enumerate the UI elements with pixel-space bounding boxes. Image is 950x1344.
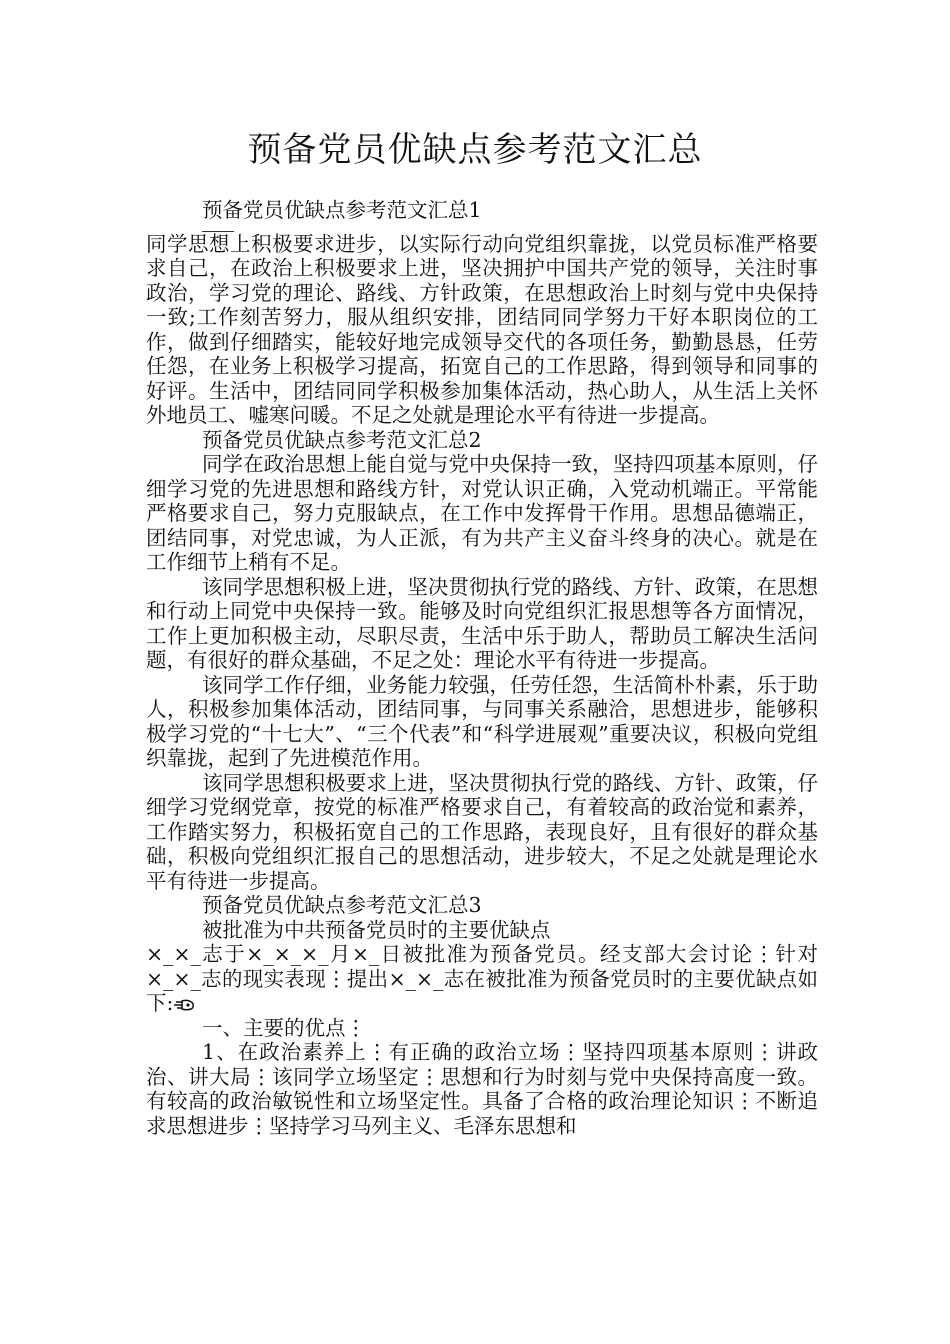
- pointing-hand-icon: [173, 993, 195, 1007]
- section-2-heading: 预备党员优缺点参考范文汇总2: [202, 427, 482, 452]
- section-1-paragraph: 同学思想上积极要求进步，以实际行动向党组织靠拢，以党员标准严格要求自己，在政治上积极要求上进，坚决拥护中国共产党的领导，关注时事政治，学习党的理论、路线、方针政策，在思想政治上时刻与党中央保持一致;工作刻苦努力，服从组织安排，团结同同学努力干好本职岗位的工作，做到仔细踏实，能较好地完成领导交代的各项任务，勤勤恳恳，任劳任怨，在业务上积极学习提高，拓宽自己的工作思路，得到领导和同事的好评。生活中，团结同同学积极参加集体活动，热心助人，从生活上关怀外地员工、嘘寒问暖。不足之处就是理论水平有待进一步提高。: [146, 231, 818, 427]
- document-body: [146, 198, 818, 1138]
- section-3-intro-wrapper: [146, 942, 818, 1016]
- section-2-paragraph-3: 该同学工作仔细，业务能力较强，任劳任怨，生活简朴朴素，乐于助人，积极参加集体活动，团结同事，与同事关系融洽，思想进步，能够积极学习党的“十七大”、“三个代表”和“科学进展观”重要决议，积极向党组织靠拢，起到了先进模范作用。: [146, 672, 818, 770]
- section-3-intro: ×_×_志于×_×_×_月×_日被批准为预备党员。经支部大会讨论⋮针对×_×_志的现实表现⋮提出×_×_志在被批准为预备党员时的主要优缺点如下:: [146, 942, 818, 1015]
- section-3-list-item-1: 1、在政治素养上⋮有正确的政治立场⋮坚持四项基本原则⋮讲政治、讲大局⋮该同学立场坚定⋮思想和行为时刻与党中央保持高度一致。有较高的政治敏锐性和立场坚定性。具备了合格的政治理论知识⋮不断追求思想进步⋮坚持学习马列主义、毛泽东思想和: [146, 1040, 818, 1138]
- page-title: 预备党员优缺点参考范文汇总: [247, 130, 703, 170]
- section-2-paragraph-4: 该同学思想积极要求上进，坚决贯彻执行党的路线、方针、政策，仔细学习党纲党章，按党的标准严格要求自己，有着较高的政治觉和素养，工作踏实努力，积极拓宽自己的工作思路，表现良好，且有很好的群众基础，积极向党组织汇报自己的思想活动，进步较大，不足之处就是理论水平有待进一步提高。: [146, 770, 818, 893]
- section-2-paragraph-2: 该同学思想积极上进，坚决贯彻执行党的路线、方针、政策，在思想和行动上同党中央保持一致。能够及时向党组织汇报思想等各方面情况，工作上更加积极主动，尽职尽责，生活中乐于助人，帮助员工解决生活问题，有很好的群众基础，不足之处：理论水平有待进一步提高。: [146, 574, 818, 672]
- section-3-subheading: 被批准为中共预备党员时的主要优缺点: [202, 917, 551, 942]
- section-3-list-heading: 一、主要的优点⋮: [202, 1015, 366, 1040]
- section-1-heading: 预备党员优缺点参考范文汇总1: [202, 198, 482, 222]
- section-2-paragraph-1: 同学在政治思想上能自觉与党中央保持一致，坚持四项基本原则，仔细学习党的先进思想和路线方针，对党认识正确，入党动机端正。平常能严格要求自己，努力克服缺点，在工作中发挥骨干作用。思想品德端正，团结同事，对党忠诚，为人正派，有为共产主义奋斗终身的决心。就是在工作细节上稍有不足。: [146, 452, 818, 574]
- section-3-heading: 预备党员优缺点参考范文汇总3: [202, 893, 482, 917]
